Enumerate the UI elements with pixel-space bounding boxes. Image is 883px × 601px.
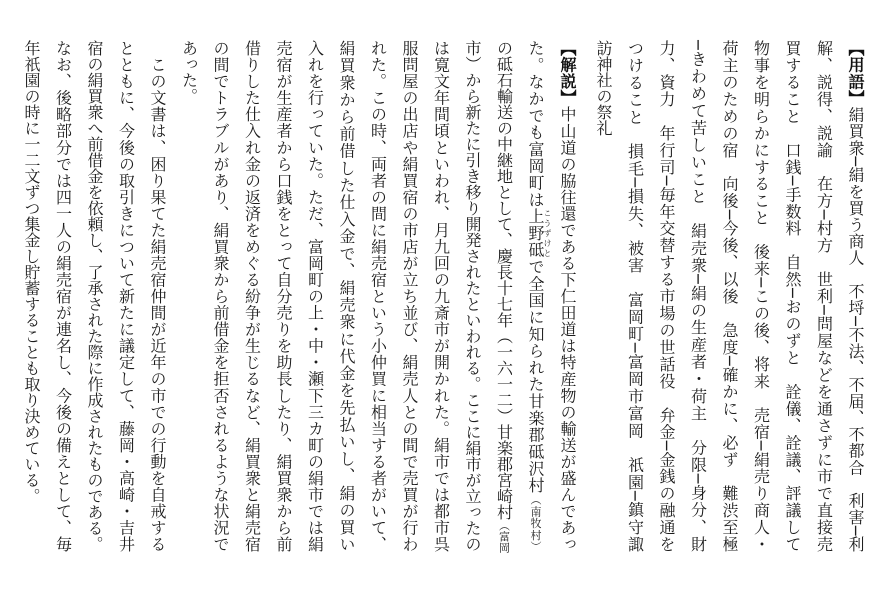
furigana-ruby (526, 208, 552, 259)
commentary-line: 入れを行っていた。ただ、富岡町の上・中・瀬下三カ町の絹市では絹 (305, 40, 325, 552)
glossary-line: 買すること 口銭─手数料 自然─おのずと 詮儀、詮議、評議して (783, 40, 802, 552)
inline-note: （富岡 (497, 520, 511, 553)
glossary-heading: 【用語】 (846, 40, 865, 107)
glossary-line (840, 40, 872, 552)
commentary-section (16, 40, 584, 552)
glossary-line: 訪神社の祭礼 (594, 40, 613, 136)
ruby-base: 上野砥 (526, 208, 545, 259)
commentary-line (520, 40, 552, 552)
commentary-heading: 【解説】 (558, 40, 577, 107)
commentary-line: の間でトラブルがあり、絹買衆から前借金を拒否されるような状況で (211, 40, 230, 552)
commentary-line: は寛文年間頃といわれ、月九回の九斎市が開かれた。絹市では都市呉 (431, 40, 451, 552)
glossary-line: 物事を明らかにすること 後来─この後、将来 売宿─絹売り商人・ (751, 40, 771, 552)
commentary-line: れた。この時、両者の間に絹売宿という小仲買に相当する者がいて、 (368, 40, 388, 552)
commentary-line: この文書は、困り果てた絹売宿仲間が近年の市での行動を自戒する (148, 40, 167, 552)
commentary-line: 年祇園の時に一二文ずつ集金し貯蓄することも取り決めている。 (22, 40, 41, 504)
commentary-line: 絹買衆から前借した仕入金で、絹売衆に代金を先払いし、絹の買い (337, 40, 356, 553)
inline-note: （南牧村） (529, 493, 542, 553)
glossary-line: つけること 損毛─損失、被害 富岡町─富岡市富岡 祇園─鎮守諏 (625, 40, 645, 552)
glossary-line: 解、説得、説諭 在方─村方 世利─問屋などを通さずに市で直接売 (814, 40, 834, 552)
commentary-text: 中山道の脇往還である下仁田道は特産物の輸送が盛んであっ (558, 106, 577, 553)
glossary-line: ─きわめて苦しいこと 絹売衆─絹の生産者・荷主 分限─身分、財 (688, 40, 708, 552)
commentary-line: あった。 (179, 40, 199, 104)
commentary-line: 売宿が生産者から口銭をとって自分売りを助長したり、絹買衆から前 (274, 40, 293, 552)
commentary-line: なお、後略部分では四一人の絹売宿が連名し、今後の備えとして、毎 (53, 40, 73, 552)
commentary-line (488, 40, 520, 552)
commentary-line: とともに、今後の取引きについて新たに議定して、藤岡・高崎・吉井 (116, 40, 136, 552)
ruby-reading: こうずけと (543, 208, 552, 258)
commentary-text: の砥石輸送の中継地として、慶長十七年（一六一二）甘楽郡宮崎村 (494, 40, 514, 520)
commentary-line (552, 40, 584, 552)
commentary-line: 服問屋の出店や絹買宿の市店が立ち並び、絹売人との間で売買が行わ (400, 40, 419, 552)
glossary-line: 力、資力 年行司─毎年交替する市場の世話役 弁金─金銭の融通を (657, 40, 676, 553)
commentary-text: た。なかでも富岡町は (526, 40, 545, 209)
commentary-line: 借りした仕入れ金の返済をめぐる紛争が生じるなど、絹買衆と絹売宿 (242, 40, 262, 552)
glossary-line: 荷主のための宿 向後─今後、以後 急度─確かに、必ず 難渋至極 (720, 40, 739, 552)
commentary-text: で全国に知られた甘楽郡砥沢村 (526, 258, 545, 494)
glossary-text: 絹買衆─絹を買う商人 不埒─不法、不届、不都合 利害─利 (846, 106, 865, 552)
commentary-line: 市）から新たに引き移り開発されたといわれる。ここに絹市が立ったの (463, 40, 482, 552)
commentary-line: 宿の絹買衆へ前借金を依頼し、了承された際に作成されたものである。 (85, 40, 104, 552)
glossary-section (588, 40, 872, 552)
